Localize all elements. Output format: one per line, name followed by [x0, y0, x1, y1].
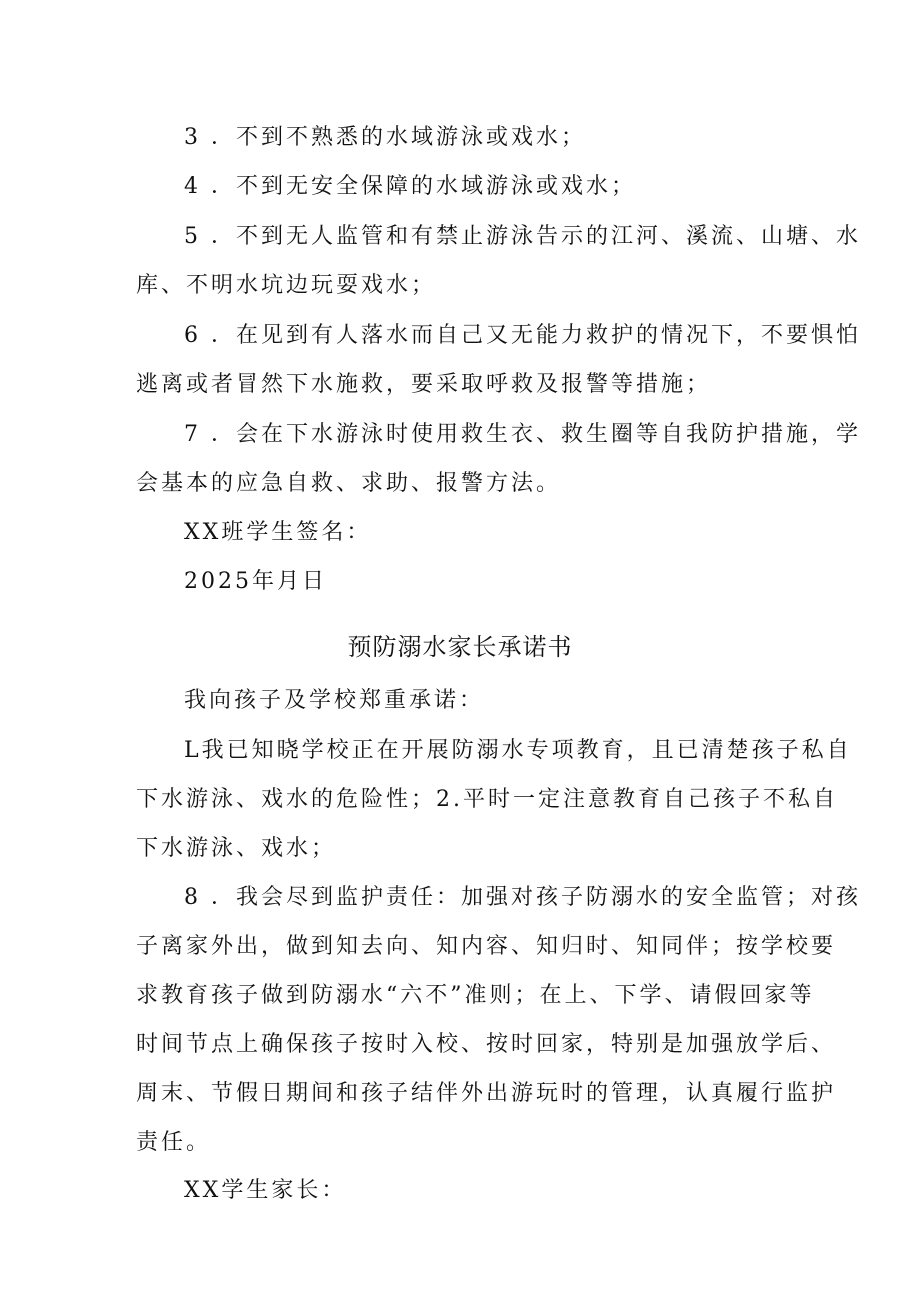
parent-item-8-line-5: 周末、节假日期间和孩子结伴外出游玩时的管理，认真履行监护 [136, 1081, 837, 1106]
parent-item-1-line-3: 下水游泳、戏水； [136, 836, 337, 861]
parent-item-1-line-2: 下水游泳、戏水的危险性；2.平时一定注意教育自己孩子不私自 [136, 787, 838, 812]
student-item-7-line-1: 7 ．会在下水游泳时使用救生衣、救生圈等自我防护措施，学 [184, 422, 861, 447]
student-item-3: 3 ．不到不熟悉的水域游泳或戏水； [184, 125, 586, 150]
parent-item-8-line-4: 时间节点上确保孩子按时入校、按时回家，特别是加强放学后、 [136, 1032, 837, 1057]
student-date: 2025年月日 [184, 569, 327, 594]
student-item-5-line-2: 库、不明水坑边玩耍戏水； [136, 273, 437, 298]
student-item-6-line-1: 6 ．在见到有人落水而自己又无能力救护的情况下，不要惧怕 [184, 323, 861, 348]
parent-item-8-line-2: 子离家外出，做到知去向、知内容、知归时、知同伴；按学校要 [136, 934, 837, 959]
parent-item-8-line-3: 求教育孩子做到防溺水“六不”准则；在上、下学、请假回家等 [136, 983, 815, 1008]
parent-intro: 我向孩子及学校郑重承诺： [184, 688, 485, 713]
student-signature: XX班学生签名： [184, 520, 372, 545]
student-item-5-line-1: 5 ．不到无人监管和有禁止游泳告示的江河、溪流、山塘、水 [184, 224, 861, 249]
parent-signature: XX学生家长： [184, 1178, 347, 1203]
student-item-6-line-2: 逃离或者冒然下水施救，要采取呼救及报警等措施； [136, 372, 712, 397]
student-item-4: 4 ．不到无安全保障的水域游泳或戏水； [184, 174, 636, 199]
parent-item-1-line-1: L我已知晓学校正在开展防溺水专项教育，且已清楚孩子私自 [184, 738, 852, 763]
parent-commitment-title: 预防溺水家长承诺书 [347, 633, 573, 661]
student-item-7-line-2: 会基本的应急自救、求助、报警方法。 [136, 471, 562, 496]
parent-item-8-line-6: 责任。 [136, 1130, 212, 1155]
parent-item-8-line-1: 8 ．我会尽到监护责任：加强对孩子防溺水的安全监管；对孩 [184, 885, 861, 910]
